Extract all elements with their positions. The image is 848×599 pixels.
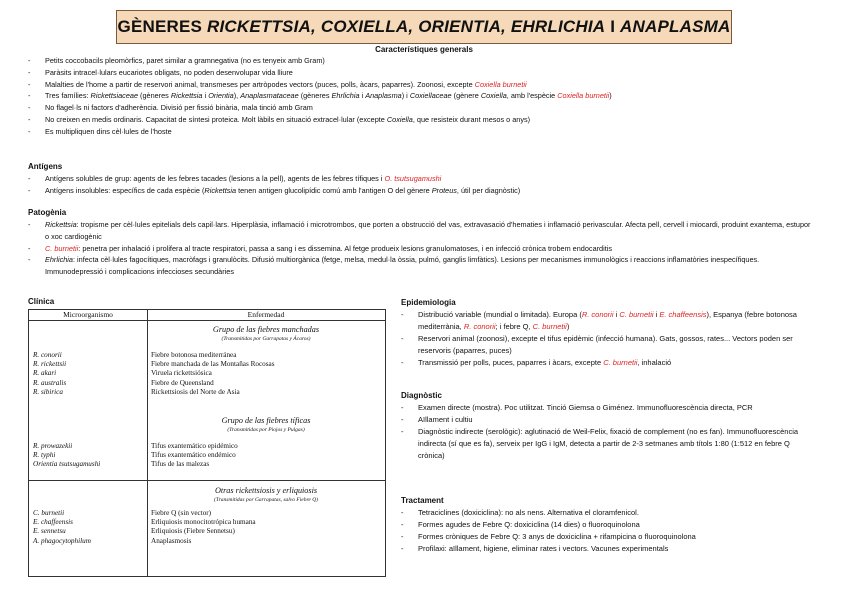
organism-name: A. phagocytophilum: [33, 536, 91, 545]
disease-name: Erliquiosis monocitotrópica humana: [151, 518, 256, 527]
pathogenesis-item: - Rickettsia: tropisme per cèl·lules epitelials dels capil·lars. Hiperplàsia, inflamació i microtrombos, que porten a obstrucció del vas, extravasació d'hematies i inflamació perivascular. Afecta pell, cervell i miocardi, produint exantema, estupor o xoc cardiogènic: [26, 219, 816, 243]
disease-name: Fiebre de Queensland: [151, 378, 214, 387]
disease-name: Fiebre Q (sin vector): [151, 509, 212, 517]
group-diseases: [151, 442, 238, 470]
group-title: Grupo de las fiebres tíficas: [221, 416, 311, 425]
treatment-list: [399, 507, 813, 555]
disease-name: Fiebre manchada de las Montañas Rocosas: [151, 360, 275, 369]
general-item: - Es multipliquen dins cèl·lules de l'hoste: [26, 126, 816, 138]
group-subtitle: (Transmitidas por Garrapatas, salvo Fiebre Q): [214, 497, 318, 503]
organism-name: R. sibirica: [33, 387, 63, 396]
disease-name: Rickettsiosis del Norte de Asia: [151, 387, 240, 396]
disease-name: Anaplasmosis: [151, 536, 192, 545]
diagnosis-item: - Diagnòstic indirecte (serològic): aglutinació de Weil-Felix, fixació de complement (no es fan). Immunofluorescència indirecta (sí que es fa), serveix per IgG i IgM, detecta a partir de 2-3 setmanes amb títols 1:80 (1:512 en febre Q crònica): [399, 426, 813, 462]
treatment-item: - Profilaxi: aïllament, higiene, eliminar rates i vectors. Vacunes experimentals: [399, 543, 813, 555]
organism-name: E. sennetsu: [33, 527, 66, 536]
treatment-heading: Tractament: [401, 496, 444, 505]
group-organisms: [33, 509, 91, 546]
disease-name: Tifus exantemático epidémico: [151, 442, 238, 450]
epidemiology-item: - Distribució variable (mundial o limitada). Europa (R. conorii i C. burnetii i E. chaffeensis), Espanya (febre botonosa mediterrània, R. conorii; i febre Q, C. burnetii): [399, 309, 813, 333]
organism-name: C. burnetii: [33, 509, 65, 517]
organism-name: R. australis: [33, 378, 67, 387]
diagnosis-heading: Diagnòstic: [401, 391, 442, 400]
organism-name: Orientia tsutsugamushi: [33, 460, 101, 469]
general-item: - Malalties de l'home a partir de reservori animal, transmeses per artròpodes vectors (puces, polls, àcars, paparres). Zoonosi, excepte Coxiella burnetii: [26, 79, 816, 91]
col-disease: Enfermedad: [247, 310, 285, 319]
diagnosis-list: [399, 402, 813, 462]
page-title: GÈNERES RICKETTSIA, COXIELLA, ORIENTIA, EHRLICHIA I ANAPLASMA: [116, 10, 732, 44]
group-subtitle: (Transmitidas por Garrapatas y Ácaros): [221, 336, 311, 342]
disease-name: Viruela rickettsiósica: [151, 369, 212, 378]
disease-name: Tifus exantemático endémico: [151, 451, 236, 460]
organism-name: R. typhi: [33, 451, 56, 460]
antigens-item: - Antígens solubles de grup: agents de les febres tacades (lesions a la pell), agents de les febres tífiques i O. tsutsugamushi: [26, 173, 816, 185]
general-item: - Petits coccobacils pleomòrfics, paret similar a gramnegativa (no es tenyeix amb Gram): [26, 55, 816, 67]
general-list: [26, 55, 816, 138]
antigens-heading: Antígens: [28, 162, 63, 171]
general-item: - Tres famílies: Rickettsiaceae (gèneres Rickettsia i Orientia), Anaplasmataceae (gèneres Ehrlichia i Anaplasma) i Coxiellaceae (gènere Coxiella, amb l'espècie Coxiella burnetii): [26, 90, 816, 102]
treatment-item: - Tetraciclines (doxiciclina): no als nens. Alternativa el cloramfenicol.: [399, 507, 813, 519]
organism-name: R. rickettsii: [33, 360, 67, 369]
group-title: Otras rickettsiosis y erliquiosis: [214, 486, 318, 495]
group-organisms: [33, 442, 100, 470]
group-title: Grupo de las fiebres manchadas: [212, 325, 320, 334]
organism-name: E. chaffeensis: [33, 518, 73, 527]
treatment-item: - Formes agudes de Febre Q: doxiciclina (14 dies) o fluoroquinolona: [399, 519, 813, 531]
epidemiology-item: - Transmissió per polls, puces, paparres i àcars, excepte C. burnetii, inhalació: [399, 357, 813, 369]
treatment-item: - Formes cròniques de Febre Q: 3 anys de doxiciclina + rifampicina o fluoroquinolona: [399, 531, 813, 543]
diagnosis-item: - Aïllament i cultiu: [399, 414, 813, 426]
epidemiology-item: - Reservori animal (zoonosi), excepte el tifus epidèmic (infecció humana). Gats, gossos, rates... Vectors poden ser reservoris (paparres, puces): [399, 333, 813, 357]
pathogenesis-item: - Ehrlichia: infecta cèl·lules fagocítiques, macròfags i granulòcits. Difusió multiorgànica (fetge, melsa, medul·la òssia, pulmó, ganglis limfàtics). Lesions per mecanismes immunològics i reaccions inflamatòries inespecífiques. Immunodepressió i complicacions infeccioses secundàries: [26, 254, 816, 278]
clinic-table: [28, 309, 386, 577]
group-diseases: [151, 351, 275, 397]
antigens-list: [26, 173, 816, 197]
organism-name: R. akari: [33, 369, 57, 378]
disease-name: Tifus de las malezas: [151, 460, 210, 469]
epidemiology-heading: Epidemiologia: [401, 298, 456, 307]
general-item: - Paràsits intracel·lulars eucariotes obligats, no poden desenvolupar vida lliure: [26, 67, 816, 79]
group-organisms: [33, 351, 66, 397]
general-item: - No flagel·ls ni factors d'adherència. Divisió per fissió binària, mala tinció amb Gram: [26, 102, 816, 114]
antigens-item: - Antígens insolubles: específics de cada espècie (Rickettsia tenen antigen glucolipídic comú amb l'antigen O del gènere Proteus, útil per diagnòstic): [26, 185, 816, 197]
pathogenesis-heading: Patogènia: [28, 208, 67, 217]
clinic-heading: Clínica: [28, 297, 55, 306]
general-heading: Característiques generals: [375, 45, 473, 54]
organism-name: R. conorii: [33, 351, 62, 359]
disease-name: Erliquiosis (Fiebre Sennetsu): [151, 527, 235, 536]
pathogenesis-item: - C. burnetii: penetra per inhalació i prolifera al tracte respiratori, passa a sang i es dissemina. Al fetge produeix lesions granulomatoses, i en infecció crònica trobem endocarditis: [26, 243, 816, 255]
organism-name: R. prowazekii: [33, 442, 73, 450]
disease-name: Fiebre botonosa mediterránea: [151, 351, 237, 359]
clinic-table-header: [29, 310, 385, 321]
diagnosis-item: - Examen directe (mostra). Poc utilitzat. Tinció Giemsa o Giménez. Immunofluorescència directa, PCR: [399, 402, 813, 414]
epidemiology-list: [399, 309, 813, 369]
general-item: - No creixen en medis ordinaris. Capacitat de síntesi proteica. Molt làbils en situació extracel·lular (excepte Coxiella, que resisteix durant mesos o anys): [26, 114, 816, 126]
group-subtitle: (Transmitidas por Piojos y Pulgas): [227, 427, 305, 433]
col-microorganism: Microorganismo: [63, 310, 113, 319]
pathogenesis-list: [26, 219, 816, 278]
group-diseases: [151, 509, 256, 546]
